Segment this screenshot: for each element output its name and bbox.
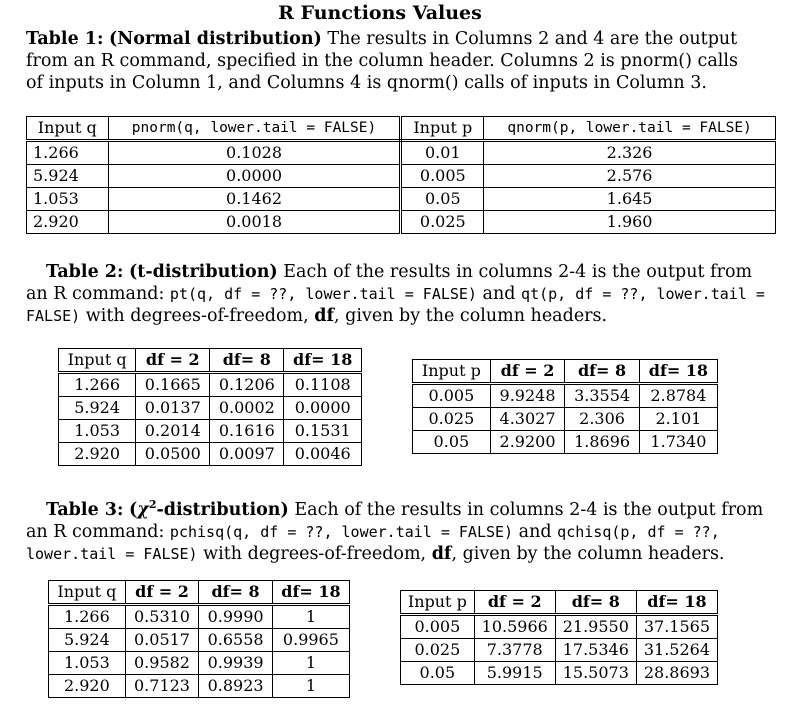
- table-cell: 0.05: [401, 188, 484, 211]
- table-header: df = 2: [490, 360, 565, 384]
- table-cell: 3.3554: [565, 384, 640, 408]
- table-cell: 1.645: [484, 188, 776, 211]
- table-cell: 0.7123: [125, 675, 199, 698]
- table-header: Input q: [49, 581, 126, 605]
- table-cell: 0.005: [401, 615, 475, 639]
- table-cell: 0.6558: [199, 629, 273, 652]
- table1-header: Input p: [401, 117, 484, 141]
- table-cell: 5.924: [27, 165, 109, 188]
- table-cell: 0.5310: [125, 605, 199, 629]
- table3-caption-text: Each of the results in columns 2-4 is the output from an R command:: [26, 499, 764, 542]
- table-cell: 0.05: [401, 662, 475, 685]
- table-header: df= 8: [199, 581, 273, 605]
- table-cell: 5.924: [49, 629, 126, 652]
- table-cell: 1: [272, 675, 349, 698]
- table-cell: 21.9550: [555, 615, 636, 639]
- table3-caption-text: with degrees-of-freedom,: [203, 543, 427, 564]
- table-cell: 2.576: [484, 165, 776, 188]
- table-cell: 1.266: [59, 373, 136, 397]
- table-row: [27, 188, 776, 211]
- table-cell: 0.0000: [108, 165, 401, 188]
- table-cell: 1.266: [49, 605, 126, 629]
- table-row: [27, 141, 776, 165]
- table2-caption-code: qt(p, df = ??, lower.tail = FALSE): [26, 285, 765, 325]
- table2-caption-and: and: [482, 284, 516, 304]
- table-row: [413, 431, 718, 454]
- table-header: df= 8: [555, 591, 636, 615]
- table-cell: 0.1462: [108, 188, 401, 211]
- table-cell: 0.1616: [210, 420, 284, 443]
- table-cell: 0.0517: [125, 629, 199, 652]
- table-cell: 1.960: [484, 211, 776, 234]
- table-cell: 1.7340: [639, 431, 717, 454]
- table-row: [49, 675, 350, 698]
- table-cell: 0.005: [413, 384, 491, 408]
- table2-caption-heading: (t-distribution): [129, 262, 278, 282]
- chi-symbol: χ: [137, 499, 149, 520]
- table-header: Input p: [413, 360, 491, 384]
- table-row: [27, 211, 776, 234]
- table-cell: 0.0002: [210, 397, 284, 420]
- table-header: df = 2: [125, 581, 199, 605]
- table1-caption-label: Table 1:: [26, 29, 104, 49]
- table3-caption: [26, 494, 766, 565]
- table-cell: 4.3027: [490, 408, 565, 431]
- table-cell: 1: [272, 652, 349, 675]
- table-cell: 2.920: [27, 211, 109, 234]
- table-row: [401, 639, 718, 662]
- table-cell: 1.053: [59, 420, 136, 443]
- table-cell: 5.9915: [474, 662, 555, 685]
- chi-superscript: 2: [148, 498, 157, 511]
- table-cell: 0.0000: [284, 397, 362, 420]
- table-header: Input p: [401, 591, 475, 615]
- table-header: df= 8: [210, 349, 284, 373]
- table-cell: 0.0097: [210, 443, 284, 466]
- table-row: [27, 165, 776, 188]
- table-row: [49, 605, 350, 629]
- table1-caption: [26, 28, 738, 94]
- table-header: Input q: [59, 349, 136, 373]
- table2-caption-code: pt(q, df = ??, lower.tail = FALSE): [169, 285, 477, 303]
- table3-left-header-row: [49, 581, 350, 605]
- table-cell: 2.326: [484, 141, 776, 165]
- table3-caption-text: , given by the column headers.: [451, 543, 725, 564]
- table-row: [59, 443, 362, 466]
- table-row: [59, 397, 362, 420]
- table3-right: [400, 590, 718, 685]
- table-cell: 1.266: [27, 141, 109, 165]
- table2-right-header-row: [413, 360, 718, 384]
- table3-caption-label: Table 3:: [46, 499, 124, 520]
- table-cell: 0.005: [401, 165, 484, 188]
- table-cell: 0.025: [401, 639, 475, 662]
- table2-right: [412, 359, 718, 454]
- table2-caption: [26, 261, 766, 327]
- table2-caption-label: Table 2:: [46, 262, 124, 282]
- table-cell: 15.5073: [555, 662, 636, 685]
- table-cell: 0.025: [413, 408, 491, 431]
- table2-caption-text: Each of the results in columns 2-4 is the output from an R command:: [26, 262, 753, 304]
- table-cell: 17.5346: [555, 639, 636, 662]
- table-row: [59, 373, 362, 397]
- table-cell: 2.306: [565, 408, 640, 431]
- table-cell: 0.9965: [272, 629, 349, 652]
- table-cell: 0.8923: [199, 675, 273, 698]
- table-header: df= 18: [639, 360, 717, 384]
- table2-left-header-row: [59, 349, 362, 373]
- table3-right-header-row: [401, 591, 718, 615]
- table-cell: 0.1028: [108, 141, 401, 165]
- table-row: [401, 615, 718, 639]
- table-header: df= 8: [565, 360, 640, 384]
- table-cell: 0.0137: [136, 397, 210, 420]
- table-cell: 37.1565: [636, 615, 717, 639]
- table-cell: 7.3778: [474, 639, 555, 662]
- table-cell: 2.9200: [490, 431, 565, 454]
- table3-caption-and: and: [518, 521, 552, 542]
- table-cell: 31.5264: [636, 639, 717, 662]
- table-header: df = 2: [136, 349, 210, 373]
- table-cell: 0.0046: [284, 443, 362, 466]
- table-row: [401, 662, 718, 685]
- table-header: df= 18: [272, 581, 349, 605]
- table-cell: 1.053: [49, 652, 126, 675]
- table-header: df = 2: [474, 591, 555, 615]
- table-cell: 1.053: [27, 188, 109, 211]
- table1-header: pnorm(q, lower.tail = FALSE): [108, 117, 401, 141]
- table-cell: 0.9990: [199, 605, 273, 629]
- table-cell: 2.920: [49, 675, 126, 698]
- table-row: [413, 384, 718, 408]
- table-cell: 0.0018: [108, 211, 401, 234]
- table2-caption-text: with degrees-of-freedom,: [85, 306, 309, 326]
- table-cell: 0.05: [413, 431, 491, 454]
- table-cell: 2.101: [639, 408, 717, 431]
- table2-caption-text: , given by the column headers.: [334, 306, 608, 326]
- table1-header: qnorm(p, lower.tail = FALSE): [484, 117, 776, 141]
- table3-left: [48, 580, 350, 698]
- table-cell: 0.1206: [210, 373, 284, 397]
- table3-caption-heading: $(\chi^2-distribution)$: [129, 498, 289, 520]
- table-header: df= 18: [284, 349, 362, 373]
- table1-header: Input q: [27, 117, 109, 141]
- table-cell: 0.0500: [136, 443, 210, 466]
- table2-left: [58, 348, 362, 466]
- table1-caption-text: The results in Columns 2 and 4 are the output from an R command, specified in the column header. Columns 2 is pnorm() calls of inputs in Column 1, and Columns 4 is qnorm() calls of inputs in Column 3.: [26, 29, 738, 93]
- table-cell: 0.1108: [284, 373, 362, 397]
- table-row: [59, 420, 362, 443]
- table-header: df= 18: [636, 591, 717, 615]
- table-cell: 10.5966: [474, 615, 555, 639]
- table1-header-row: [27, 117, 776, 141]
- table-row: [49, 652, 350, 675]
- table-row: [49, 629, 350, 652]
- table1-caption-heading: (Normal distribution): [109, 29, 322, 49]
- table-cell: 0.025: [401, 211, 484, 234]
- table2-caption-df: df: [314, 306, 335, 326]
- table1: [26, 116, 776, 234]
- table-cell: 9.9248: [490, 384, 565, 408]
- table-row: [413, 408, 718, 431]
- table3-caption-code: qchisq(p, df = ??, lower.tail = FALSE): [26, 522, 720, 563]
- table-cell: 1: [272, 605, 349, 629]
- table3-caption-df: df: [431, 543, 452, 564]
- table-cell: 0.1665: [136, 373, 210, 397]
- table-cell: 0.01: [401, 141, 484, 165]
- table-cell: 5.924: [59, 397, 136, 420]
- table-cell: 0.9939: [199, 652, 273, 675]
- table-cell: 2.920: [59, 443, 136, 466]
- table-cell: 0.9582: [125, 652, 199, 675]
- page-title: R Functions Values: [278, 2, 482, 24]
- table3-caption-code: pchisq(q, df = ??, lower.tail = FALSE): [169, 522, 514, 541]
- table-cell: 0.2014: [136, 420, 210, 443]
- table-cell: 0.1531: [284, 420, 362, 443]
- table-cell: 2.8784: [639, 384, 717, 408]
- table-cell: 1.8696: [565, 431, 640, 454]
- table-cell: 28.8693: [636, 662, 717, 685]
